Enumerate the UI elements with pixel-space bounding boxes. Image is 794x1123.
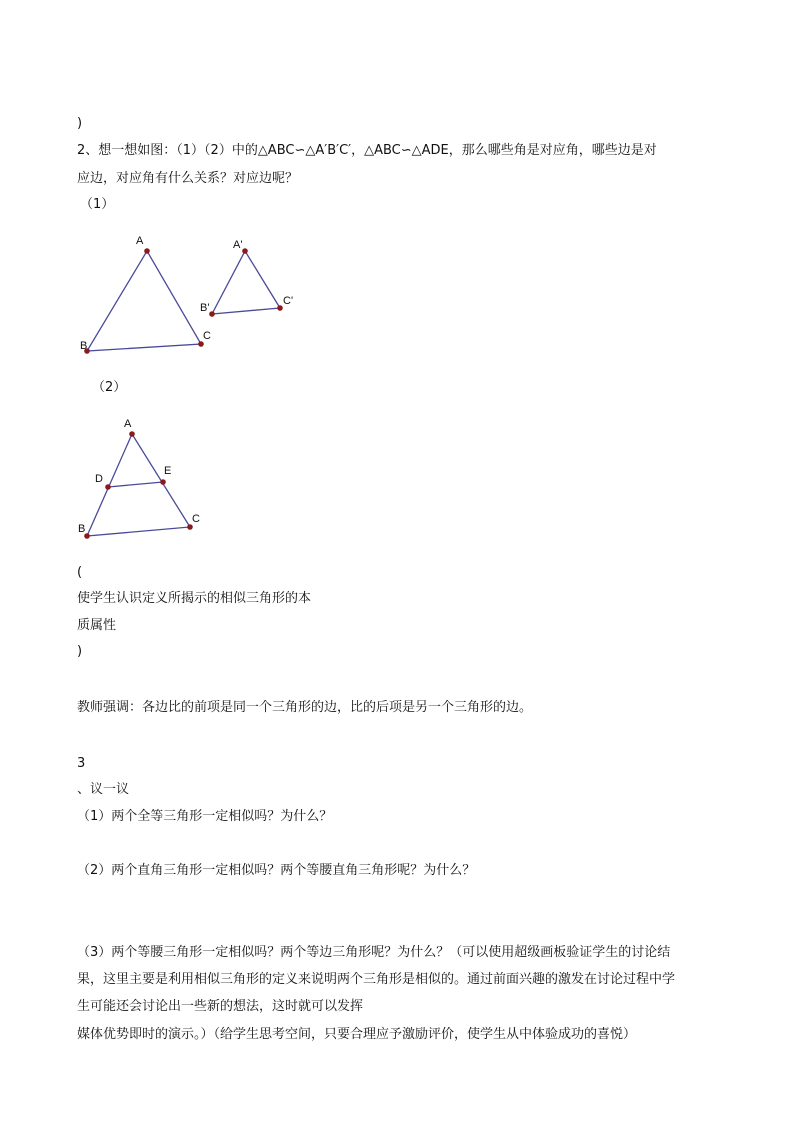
vertex-a-prime (242, 248, 248, 254)
close-paren: ) (77, 644, 83, 659)
figure-2-label: （2） (92, 380, 127, 395)
teacher-emphasis: 教师强调：各边比的前项是同一个三角形的边，比的后项是另一个三角形的边。 (77, 700, 533, 715)
label-d: D (95, 473, 103, 485)
label-b-prime: B' (200, 302, 210, 314)
label-a-prime: A' (233, 239, 243, 251)
question-2-line-1: 2、想一想如图：（1）（2）中的△ABC∽△A′B′C′，△ABC∽△ADE，那么哪些角是对应角，哪些边是对 (77, 143, 657, 158)
label-e: E (164, 465, 172, 477)
label-c: C (203, 330, 211, 342)
vertex-c (187, 524, 193, 530)
question-3-1: （1）两个全等三角形一定相似吗？为什么？ (77, 809, 333, 824)
vertex-d (105, 484, 111, 490)
vertex-b-prime (209, 311, 215, 317)
vertex-a (129, 431, 135, 437)
section-3-number: 3 (77, 756, 86, 771)
vertex-a (144, 248, 150, 254)
vertex-e (160, 479, 166, 485)
question-3-3-line-1: （3）两个等腰三角形一定相似吗？两个等边三角形呢？为什么？（可以使用超级画板验证学生的讨论结 (77, 945, 671, 960)
section-3-title: 、议一议 (77, 782, 130, 797)
label-a: A (136, 235, 144, 247)
label-b: B (78, 523, 86, 535)
vertex-c-prime (277, 305, 283, 311)
question-3-2: （2）两个直角三角形一定相似吗？两个等腰直角三角形呢？为什么？ (77, 863, 476, 878)
triangle-abc-with-de (78, 418, 200, 539)
label-c-prime: C' (283, 295, 294, 307)
question-3-3-line-2: 果，这里主要是利用相似三角形的定义来说明两个三角形是相似的。通过前面兴趣的激发在讨论过程中学 (77, 972, 676, 987)
question-3-3-line-3: 生可能还会讨论出一些新的想法，这时就可以发挥 (77, 999, 364, 1014)
figure-1-label: （1） (80, 197, 115, 212)
question-2-line-2: 应边，对应角有什么关系？对应边呢？ (77, 171, 299, 186)
triangle-abc (80, 235, 211, 354)
figure-2-nested-triangles (75, 415, 215, 545)
note-line-2: 质属性 (77, 618, 117, 633)
note-line-1: 使学生认识定义所揭示的相似三角形的本 (77, 591, 312, 606)
close-paren-top: ) (77, 116, 83, 131)
label-a: A (124, 418, 132, 430)
label-c: C (192, 513, 200, 525)
triangle-a-prime-b-prime-c-prime (200, 239, 293, 317)
label-b: B (80, 340, 88, 352)
question-3-3-line-4: 媒体优势即时的演示。）（给学生思考空间，只要合理应予激励评价，使学生从中体验成功的喜悦） (77, 1027, 637, 1042)
figure-1-similar-triangles (75, 228, 315, 363)
segment-de (108, 482, 163, 487)
open-paren: ( (77, 565, 83, 580)
vertex-c (198, 341, 204, 347)
